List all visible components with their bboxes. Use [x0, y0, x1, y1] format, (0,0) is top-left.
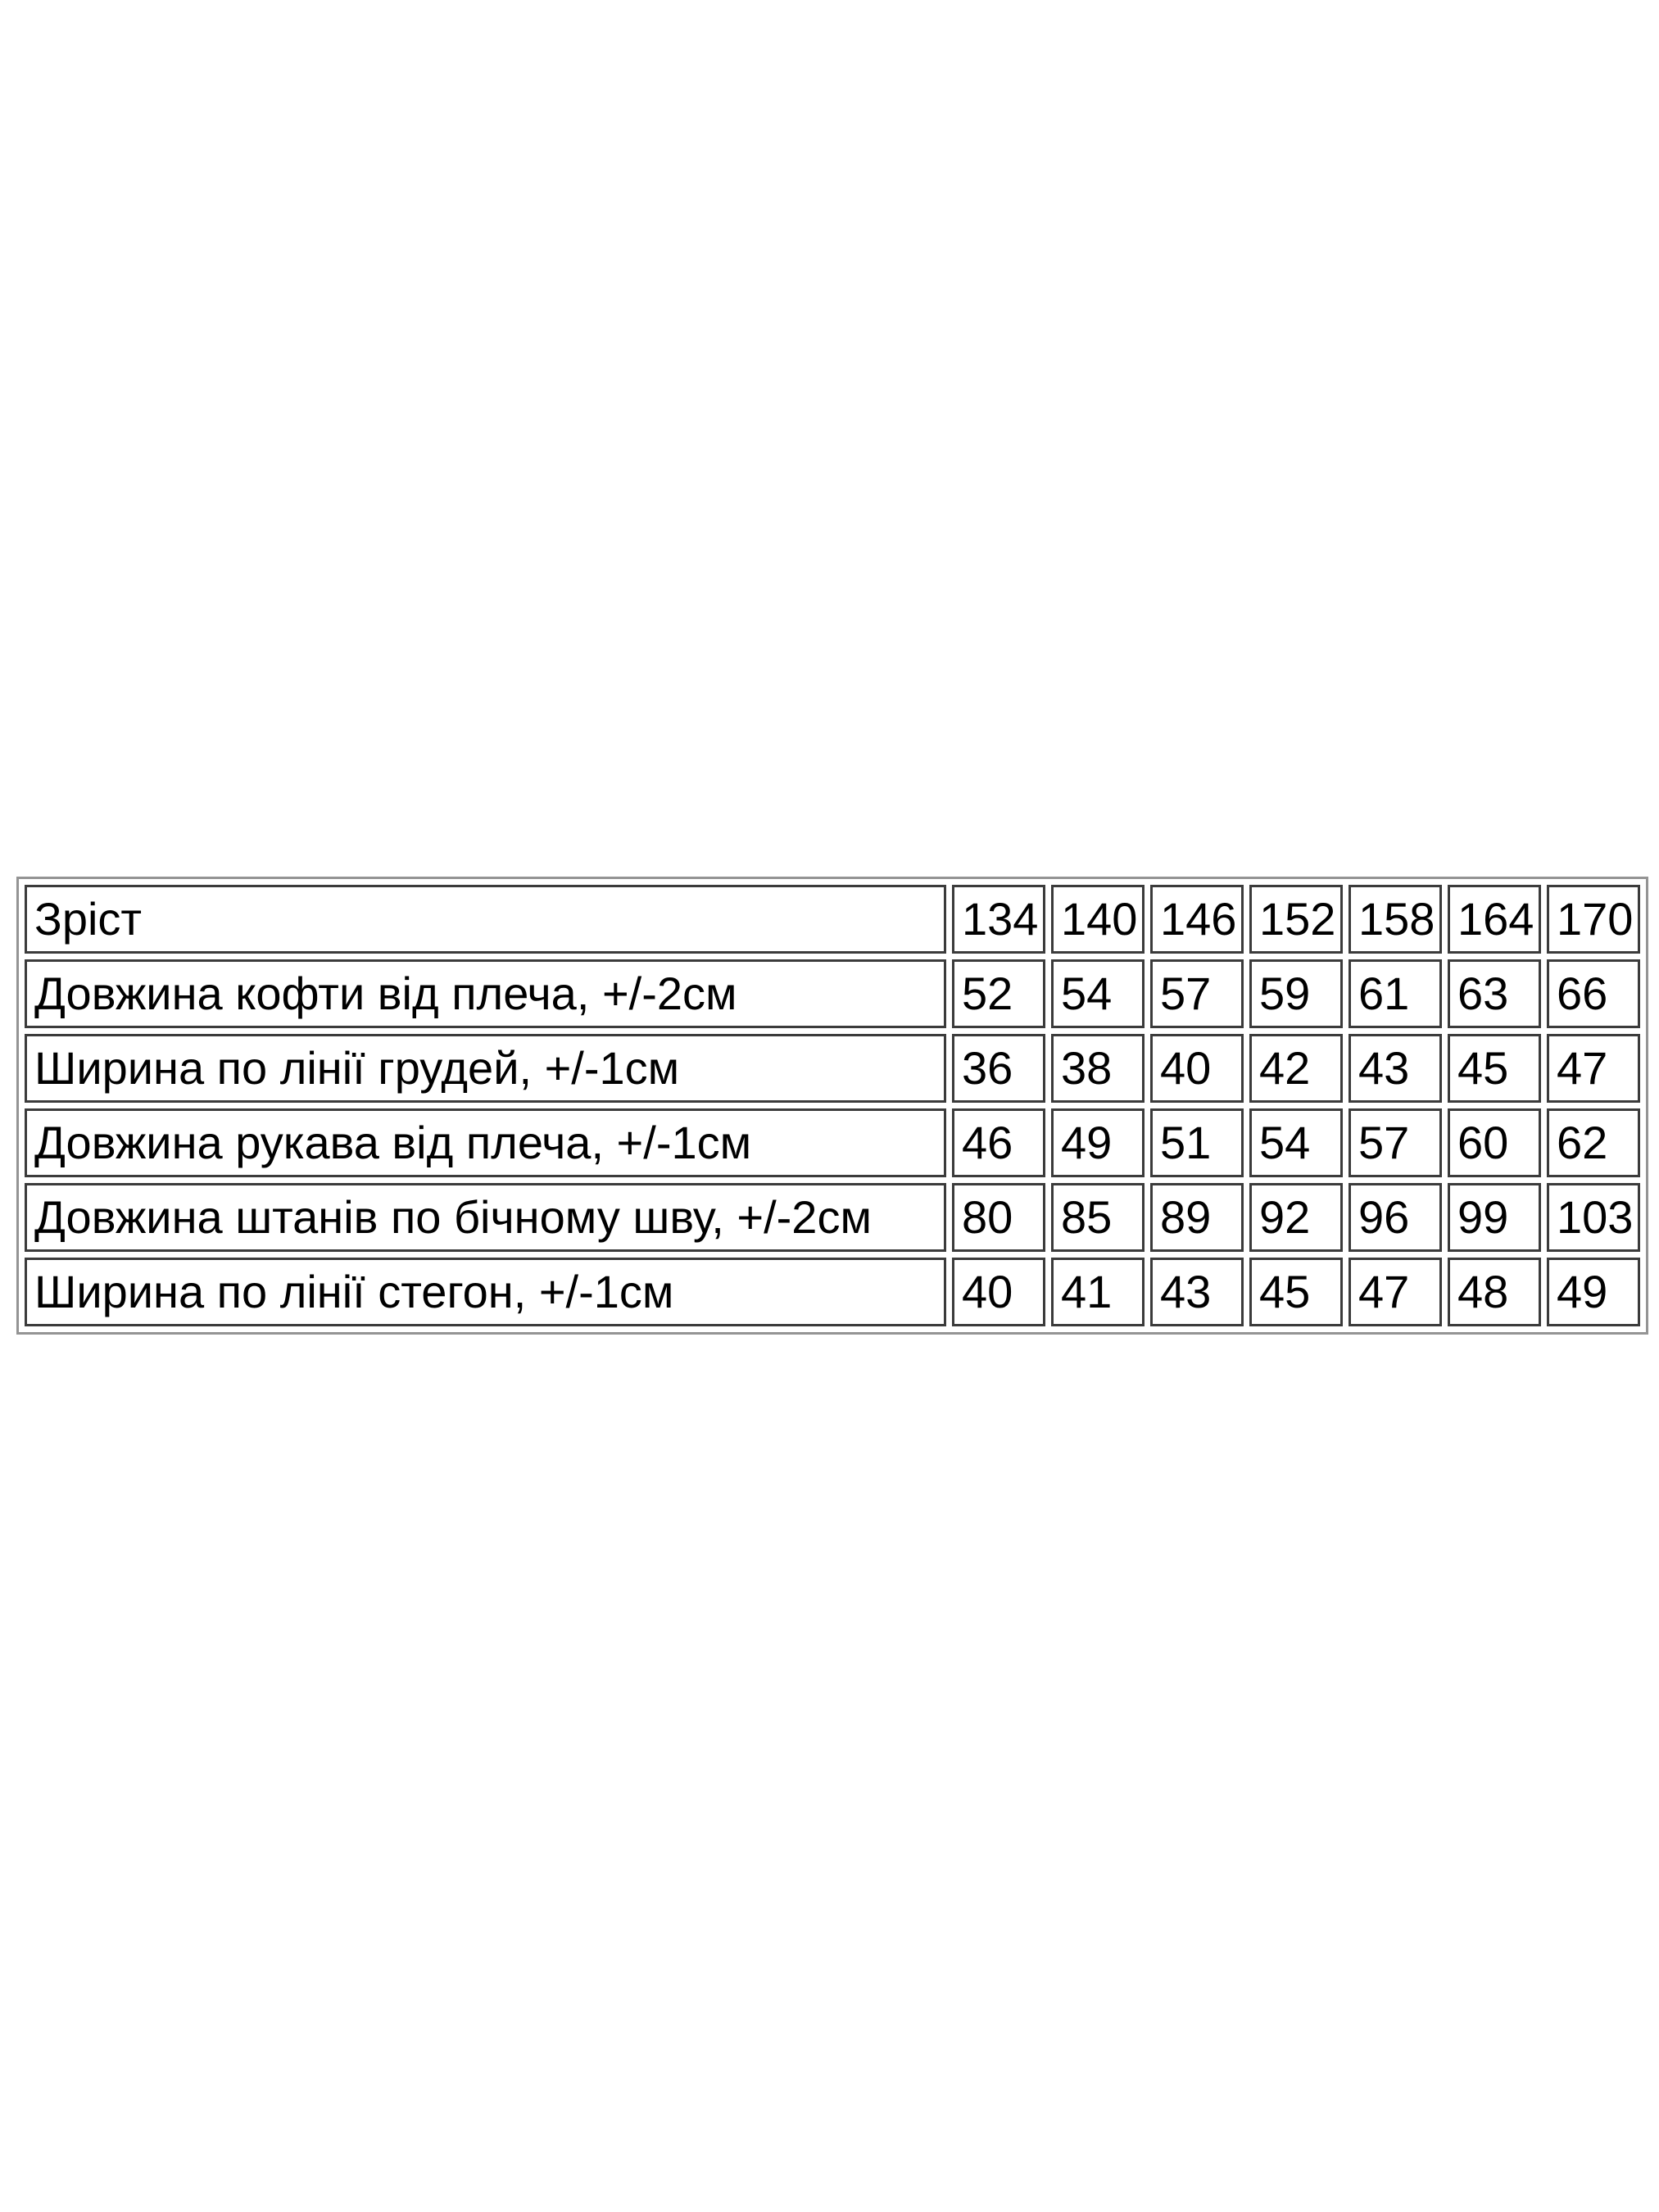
size-chart-table	[16, 877, 1648, 1335]
value-cell: 49	[1547, 1258, 1640, 1326]
value-cell: 40	[1150, 1034, 1244, 1103]
value-cell: 96	[1349, 1183, 1442, 1252]
row-label-cell: Довжина штанів по бічному шву, +/-2см	[25, 1183, 946, 1252]
value-cell: 47	[1349, 1258, 1442, 1326]
value-cell: 43	[1150, 1258, 1244, 1326]
value-cell: 59	[1249, 959, 1343, 1028]
header-size-cell: 158	[1349, 885, 1442, 954]
row-label-cell: Ширина по лінії грудей, +/-1см	[25, 1034, 946, 1103]
value-cell: 51	[1150, 1108, 1244, 1177]
value-cell: 66	[1547, 959, 1640, 1028]
header-size-cell: 152	[1249, 885, 1343, 954]
value-cell: 46	[952, 1108, 1045, 1177]
header-size-cell: 146	[1150, 885, 1244, 954]
value-cell: 43	[1349, 1034, 1442, 1103]
value-cell: 57	[1150, 959, 1244, 1028]
value-cell: 36	[952, 1034, 1045, 1103]
table-row-header	[25, 885, 1640, 954]
value-cell: 38	[1051, 1034, 1145, 1103]
header-size-cell: 164	[1448, 885, 1541, 954]
value-cell: 45	[1249, 1258, 1343, 1326]
row-label-cell: Довжина рукава від плеча, +/-1см	[25, 1108, 946, 1177]
value-cell: 92	[1249, 1183, 1343, 1252]
value-cell: 60	[1448, 1108, 1541, 1177]
value-cell: 52	[952, 959, 1045, 1028]
value-cell: 41	[1051, 1258, 1145, 1326]
value-cell: 49	[1051, 1108, 1145, 1177]
value-cell: 80	[952, 1183, 1045, 1252]
value-cell: 54	[1051, 959, 1145, 1028]
value-cell: 85	[1051, 1183, 1145, 1252]
value-cell: 99	[1448, 1183, 1541, 1252]
header-size-cell: 140	[1051, 885, 1145, 954]
table-row-hip-width	[25, 1258, 1640, 1326]
table-row-pants-length	[25, 1183, 1640, 1252]
header-label-cell: Зріст	[25, 885, 946, 954]
value-cell: 63	[1448, 959, 1541, 1028]
value-cell: 62	[1547, 1108, 1640, 1177]
header-size-cell: 134	[952, 885, 1045, 954]
value-cell: 47	[1547, 1034, 1640, 1103]
value-cell: 45	[1448, 1034, 1541, 1103]
value-cell: 89	[1150, 1183, 1244, 1252]
table-row-chest-width	[25, 1034, 1640, 1103]
table-row-sweater-length	[25, 959, 1640, 1028]
value-cell: 42	[1249, 1034, 1343, 1103]
value-cell: 57	[1349, 1108, 1442, 1177]
value-cell: 48	[1448, 1258, 1541, 1326]
row-label-cell: Ширина по лінії стегон, +/-1см	[25, 1258, 946, 1326]
value-cell: 54	[1249, 1108, 1343, 1177]
value-cell: 40	[952, 1258, 1045, 1326]
row-label-cell: Довжина кофти від плеча, +/-2см	[25, 959, 946, 1028]
header-size-cell: 170	[1547, 885, 1640, 954]
table-row-sleeve-length	[25, 1108, 1640, 1177]
value-cell: 61	[1349, 959, 1442, 1028]
value-cell: 103	[1547, 1183, 1640, 1252]
